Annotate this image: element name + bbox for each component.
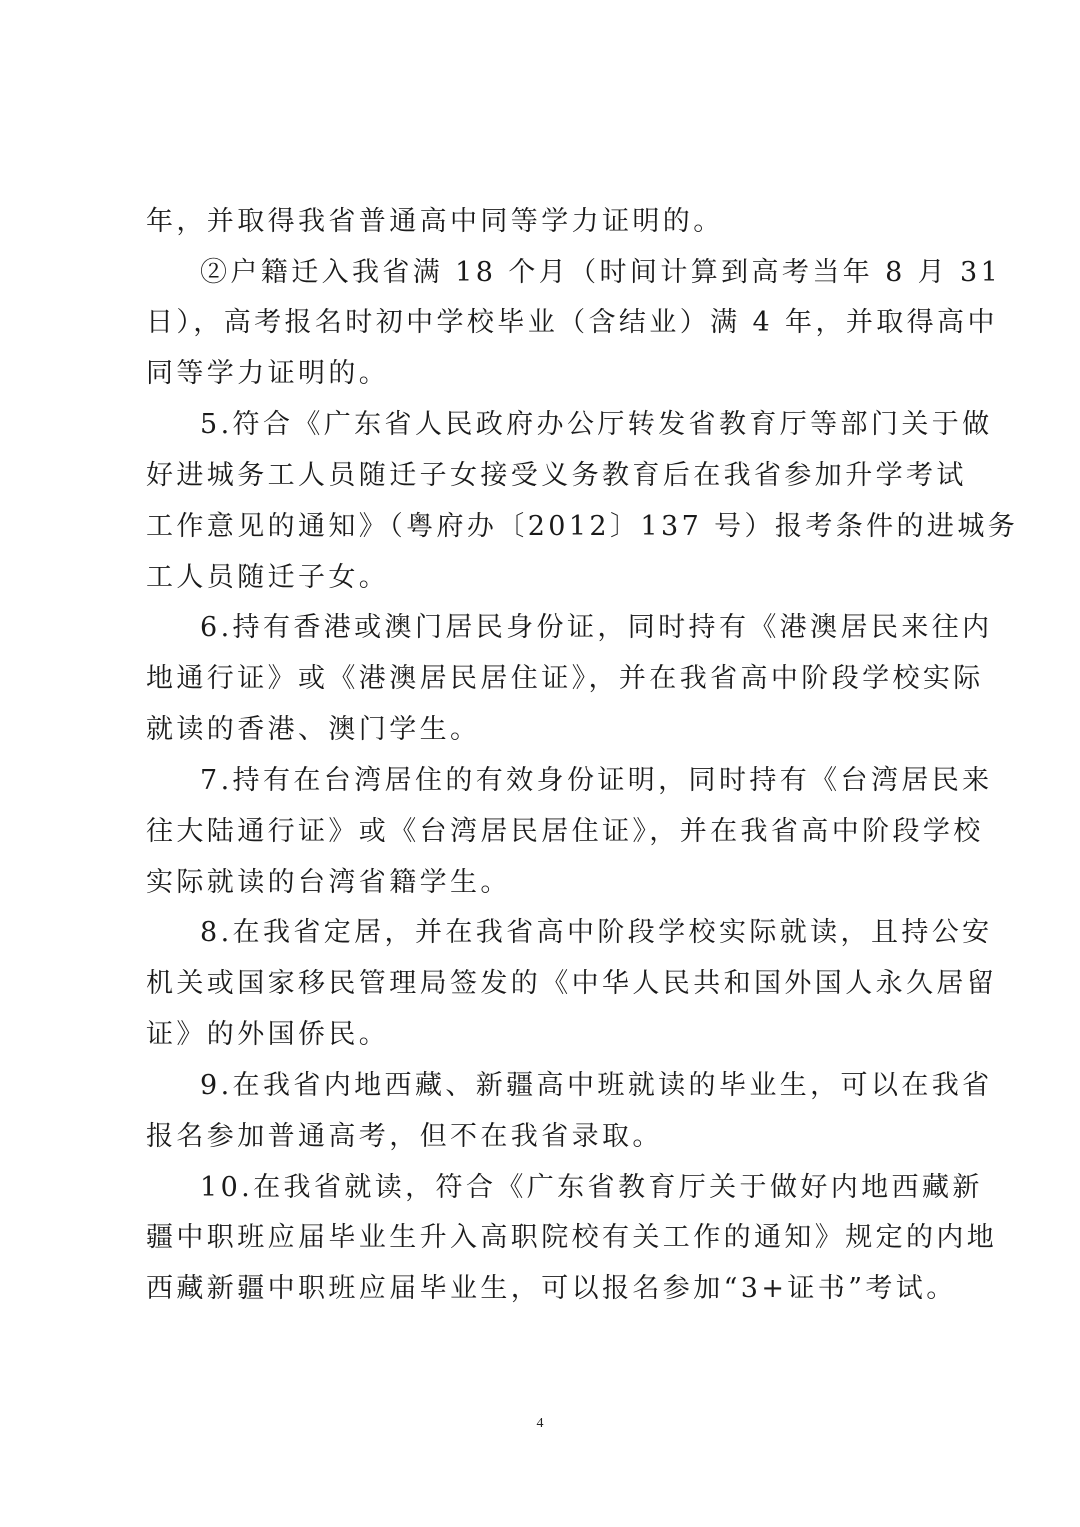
paragraph-line: 证》的外国侨民。 [146,1019,390,1050]
paragraph-line: 10.在我省就读，符合《广东省教育厅关于做好内地西藏新 [200,1172,983,1203]
paragraph-line: 9.在我省内地西藏、新疆高中班就读的毕业生，可以在我省 [200,1070,993,1101]
paragraph-line: 8.在我省定居，并在我省高中阶段学校实际就读，且持公安 [200,917,993,948]
paragraph-line: 实际就读的台湾省籍学生。 [146,867,511,898]
paragraph-line: 西藏新疆中职班应届毕业生，可以报名参加“3+证书”考试。 [146,1273,957,1304]
paragraph-line: ②户籍迁入我省满 18 个月（时间计算到高考当年 8 月 31 [200,257,1002,288]
paragraph-line: 日），高考报名时初中学校毕业（含结业）满 4 年，并取得高中 [146,307,998,338]
paragraph-line: 同等学力证明的。 [146,358,390,389]
paragraph-line: 就读的香港、澳门学生。 [146,714,481,745]
paragraph-line: 好进城务工人员随迁子女接受义务教育后在我省参加升学考试 [146,460,967,491]
paragraph-line: 工作意见的通知》（粤府办〔2012〕137 号）报考条件的进城务 [146,511,1019,542]
paragraph-line: 5.符合《广东省人民政府办公厅转发省教育厅等部门关于做 [200,409,993,440]
paragraph-line: 机关或国家移民管理局签发的《中华人民共和国外国人永久居留 [146,968,998,999]
paragraph-line: 6.持有香港或澳门居民身份证，同时持有《港澳居民来往内 [200,612,993,643]
paragraph-line: 工人员随迁子女。 [146,562,390,593]
paragraph-line: 往大陆通行证》或《台湾居民居住证》，并在我省高中阶段学校 [146,816,984,847]
page-number: 4 [536,1416,544,1431]
paragraph-line: 年，并取得我省普通高中同等学力证明的。 [146,206,724,237]
paragraph-line: 地通行证》或《港澳居民居住证》，并在我省高中阶段学校实际 [146,663,984,694]
paragraph-line: 报名参加普通高考，但不在我省录取。 [146,1121,663,1152]
paragraph-line: 7.持有在台湾居住的有效身份证明，同时持有《台湾居民来 [200,765,993,796]
paragraph-line: 疆中职班应届毕业生升入高职院校有关工作的通知》规定的内地 [146,1222,998,1253]
